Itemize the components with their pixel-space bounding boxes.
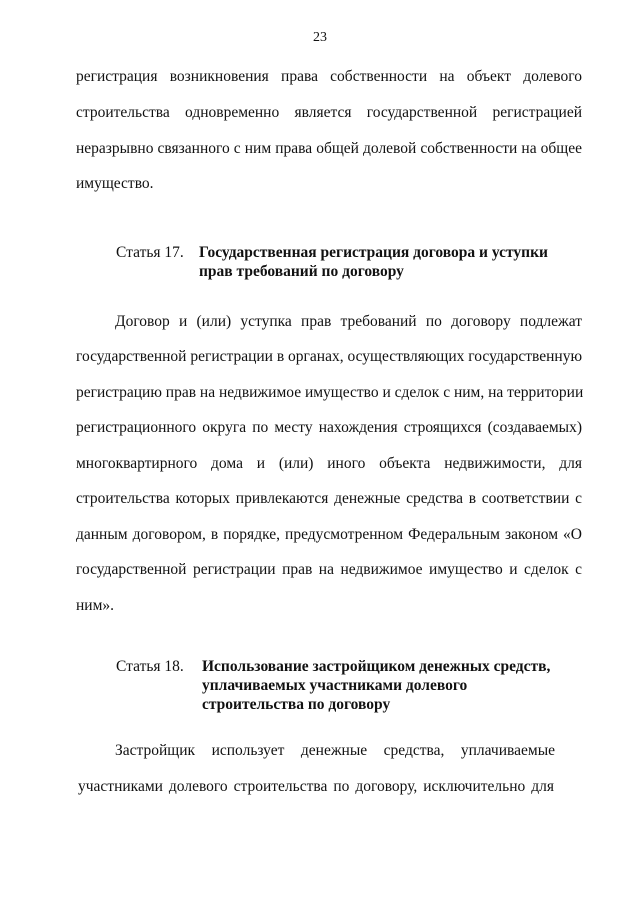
article-title-line: строительства по договору [202, 696, 391, 713]
page-number: 23 [313, 30, 327, 45]
paragraph-line: участниками долевого строительства по договору, исключительно для [78, 778, 554, 795]
paragraph-line: Застройщик использует денежные средства, уплачиваемые [115, 742, 555, 759]
paragraph-line: регистрацию прав на недвижимое имущество и сделок с ним, на территории [76, 384, 584, 401]
paragraph-line: имущество. [76, 175, 154, 192]
article-18-label: Статья 18. [116, 658, 184, 675]
article-title-line: уплачиваемых участниками долевого [202, 677, 468, 694]
article-title-line: Использование застройщиком денежных средств, [202, 658, 551, 675]
paragraph-line: данным договором, в порядке, предусмотренном Федеральным законом «О [76, 526, 582, 543]
paragraph-line: регистрационного округа по месту нахождения строящихся (создаваемых) [76, 419, 582, 436]
paragraph-line: строительства которых привлекаются денежные средства в соответствии с [76, 490, 582, 507]
paragraph-line: ним». [76, 597, 115, 614]
paragraph-line: государственной регистрации прав на недвижимое имущество и сделок с [76, 561, 582, 578]
article-18-title [202, 657, 550, 714]
paragraph-line: многоквартирного дома и (или) иного объекта недвижимости, для [76, 455, 582, 472]
paragraph-line: неразрывно связанного с ним права общей долевой собственности на общее [76, 140, 582, 157]
article-17-title [199, 243, 548, 281]
paragraph-line: государственной регистрации в органах, осуществляющих государственную [76, 348, 583, 365]
article-title-line: Государственная регистрация договора и уступки [199, 244, 548, 261]
paragraph-line: регистрация возникновения права собственности на объект долевого [76, 68, 582, 85]
article-17-label: Статья 17. [116, 244, 184, 261]
article-title-line: прав требований по договору [199, 263, 404, 280]
paragraph-line: Договор и (или) уступка прав требований по договору подлежат [115, 313, 582, 330]
paragraph-line: строительства одновременно является государственной регистрацией [76, 104, 582, 121]
